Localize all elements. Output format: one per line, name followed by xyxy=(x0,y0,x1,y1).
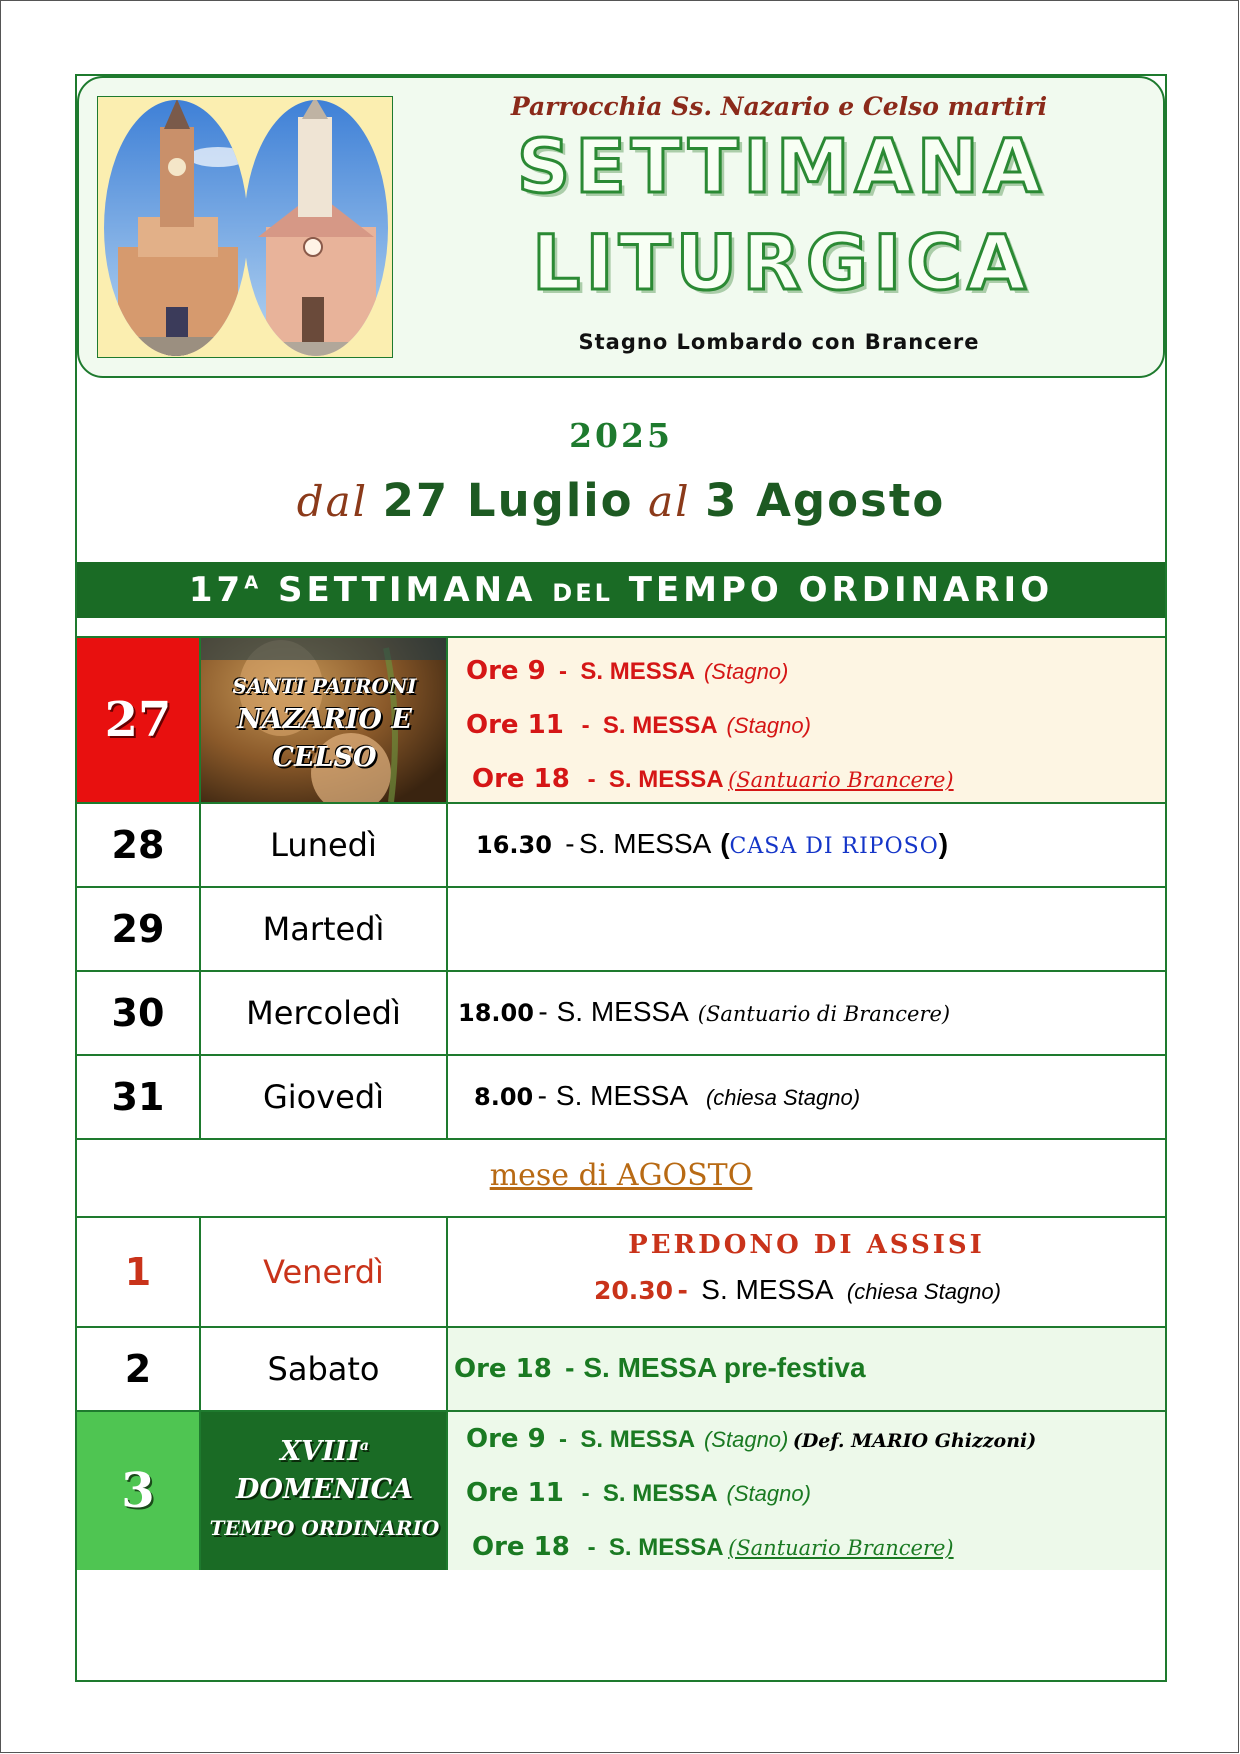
bulletin xyxy=(75,74,1167,1682)
ordinal-roman: XVIII xyxy=(280,1436,360,1467)
event-sep: - xyxy=(559,1426,568,1453)
event-line xyxy=(466,656,788,686)
sunday-label xyxy=(201,1412,448,1570)
event-time: Ore 9 xyxy=(466,656,546,686)
day-number: 27 xyxy=(77,638,201,802)
header-box xyxy=(77,76,1165,378)
events-cell xyxy=(448,804,1165,886)
event-time: Ore 11 xyxy=(466,1478,564,1508)
date-range xyxy=(77,474,1165,527)
event-time: Ore 18 xyxy=(472,764,570,794)
event-time: Ore 18 xyxy=(454,1354,552,1384)
day-number: 31 xyxy=(77,1056,201,1138)
day-row-27 xyxy=(77,636,1165,802)
ordinal-sup: a xyxy=(359,1438,369,1454)
event-what: S. MESSA xyxy=(602,712,718,739)
sunday-tempo: TEMPO ORDINARIO xyxy=(209,1516,440,1540)
event-what: S. MESSA pre-festiva xyxy=(583,1352,866,1383)
day-row-30 xyxy=(77,970,1165,1054)
day-row-1 xyxy=(77,1216,1165,1326)
title-line-2: LITURGICA xyxy=(531,218,1032,307)
patron-line-2: NAZARIO E xyxy=(237,704,412,735)
event-what: S. MESSA xyxy=(608,1534,724,1561)
events-cell xyxy=(448,972,1165,1054)
event-where: (Santuario Brancere) xyxy=(728,1536,954,1560)
event-where: (Stagno) xyxy=(703,1427,789,1452)
event-line xyxy=(472,1532,954,1562)
event-sep: - xyxy=(677,1276,688,1305)
day-number: 30 xyxy=(77,972,201,1054)
paren: ) xyxy=(938,828,949,859)
event-line xyxy=(454,1352,866,1384)
event-title: PERDONO DI ASSISI xyxy=(628,1230,985,1260)
patron-line-3: CELSO xyxy=(272,742,377,773)
event-time: 18.00 xyxy=(458,999,534,1027)
day-name: Giovedì xyxy=(201,1056,448,1138)
event-where: (Santuario di Brancere) xyxy=(697,1002,951,1026)
event-intention: (Def. MARIO Ghizzoni) xyxy=(792,1430,1037,1452)
event-sep: - xyxy=(587,1534,596,1561)
patron-line-1: SANTI PATRONI xyxy=(232,674,417,698)
event-time: 16.30 xyxy=(476,831,552,859)
event-where: (Santuario Brancere) xyxy=(728,768,954,792)
day-number: 1 xyxy=(77,1218,201,1326)
event-time: 8.00 xyxy=(474,1083,534,1111)
event-time: Ore 18 xyxy=(472,1532,570,1562)
event-sep: - xyxy=(581,1480,590,1507)
events-cell xyxy=(448,1412,1165,1570)
event-sep: - xyxy=(581,712,590,739)
event-what: S. MESSA xyxy=(580,658,696,685)
day-name: Venerdì xyxy=(201,1218,448,1326)
parish-name: Parrocchia Ss. Nazario e Celso martiri xyxy=(510,92,1048,121)
from-word: dal xyxy=(296,477,369,526)
events-cell xyxy=(448,1218,1165,1326)
day-row-3 xyxy=(77,1410,1165,1570)
day-row-29 xyxy=(77,886,1165,970)
events-cell xyxy=(448,888,1165,970)
event-line xyxy=(594,1274,1001,1306)
event-line xyxy=(476,828,948,860)
event-sep: - xyxy=(587,766,596,793)
sunday-word: DOMENICA xyxy=(235,1474,414,1505)
week-tempo: TEMPO ORDINARIO xyxy=(628,570,1054,610)
day-number: 2 xyxy=(77,1328,201,1410)
event-sep: - xyxy=(565,828,575,859)
week-band xyxy=(77,562,1165,618)
event-time: 20.30 xyxy=(594,1276,674,1305)
month-divider: mese di AGOSTO xyxy=(489,1158,753,1193)
day-name: Mercoledì xyxy=(201,972,448,1054)
event-where: CASA DI RIPOSO xyxy=(729,834,939,859)
week-number: 17 xyxy=(188,570,245,610)
year: 2025 xyxy=(569,416,673,455)
paren: ( xyxy=(720,828,730,859)
event-line xyxy=(458,996,950,1028)
event-sep: - xyxy=(537,1080,547,1111)
day-row-28 xyxy=(77,802,1165,886)
day-row-31 xyxy=(77,1054,1165,1138)
events-cell xyxy=(448,1056,1165,1138)
event-sep: - xyxy=(538,996,548,1027)
to-date: 3 Agosto xyxy=(705,474,946,527)
day-name: Martedì xyxy=(201,888,448,970)
event-what: S. MESSA xyxy=(602,1480,718,1507)
event-sep: - xyxy=(559,658,568,685)
day-row-2 xyxy=(77,1326,1165,1410)
event-what: S. MESSA xyxy=(555,1080,689,1111)
events-cell xyxy=(448,1328,1165,1410)
event-line xyxy=(466,1478,811,1508)
events-cell xyxy=(448,638,1165,802)
title-line-1: SETTIMANA xyxy=(516,124,1047,210)
event-what: S. MESSA xyxy=(579,828,712,859)
event-line xyxy=(466,1424,1036,1454)
event-line xyxy=(472,764,954,794)
church-photos xyxy=(97,96,393,358)
day-number: 28 xyxy=(77,804,201,886)
day-number: 29 xyxy=(77,888,201,970)
event-time: Ore 11 xyxy=(466,710,564,740)
event-where: (Stagno) xyxy=(726,713,811,738)
event-sep: - xyxy=(565,1352,575,1383)
event-what: S. MESSA xyxy=(556,996,689,1027)
day-name: Lunedì xyxy=(201,804,448,886)
day-number: 3 xyxy=(77,1412,201,1570)
to-word: al xyxy=(648,477,691,526)
week-sup: A xyxy=(244,572,263,594)
week-del: DEL xyxy=(552,579,613,607)
event-what: S. MESSA xyxy=(608,766,724,793)
event-line xyxy=(466,710,811,740)
patron-saints-image xyxy=(201,638,448,802)
churches-illustration xyxy=(98,97,393,358)
event-what: S. MESSA xyxy=(580,1426,696,1453)
event-line xyxy=(474,1080,860,1112)
week-word: SETTIMANA xyxy=(277,570,537,610)
event-where: (Stagno) xyxy=(726,1481,811,1506)
event-what: S. MESSA xyxy=(701,1274,834,1305)
event-where: (chiesa Stagno) xyxy=(705,1085,861,1110)
event-time: Ore 9 xyxy=(466,1424,546,1454)
from-date: 27 Luglio xyxy=(382,474,634,527)
month-divider-row xyxy=(77,1138,1165,1216)
location: Stagno Lombardo con Brancere xyxy=(578,330,980,354)
event-where: (Stagno) xyxy=(703,659,789,684)
event-where: (chiesa Stagno) xyxy=(846,1279,1001,1304)
sunday-ordinal xyxy=(201,1436,448,1467)
day-name: Sabato xyxy=(201,1328,448,1410)
